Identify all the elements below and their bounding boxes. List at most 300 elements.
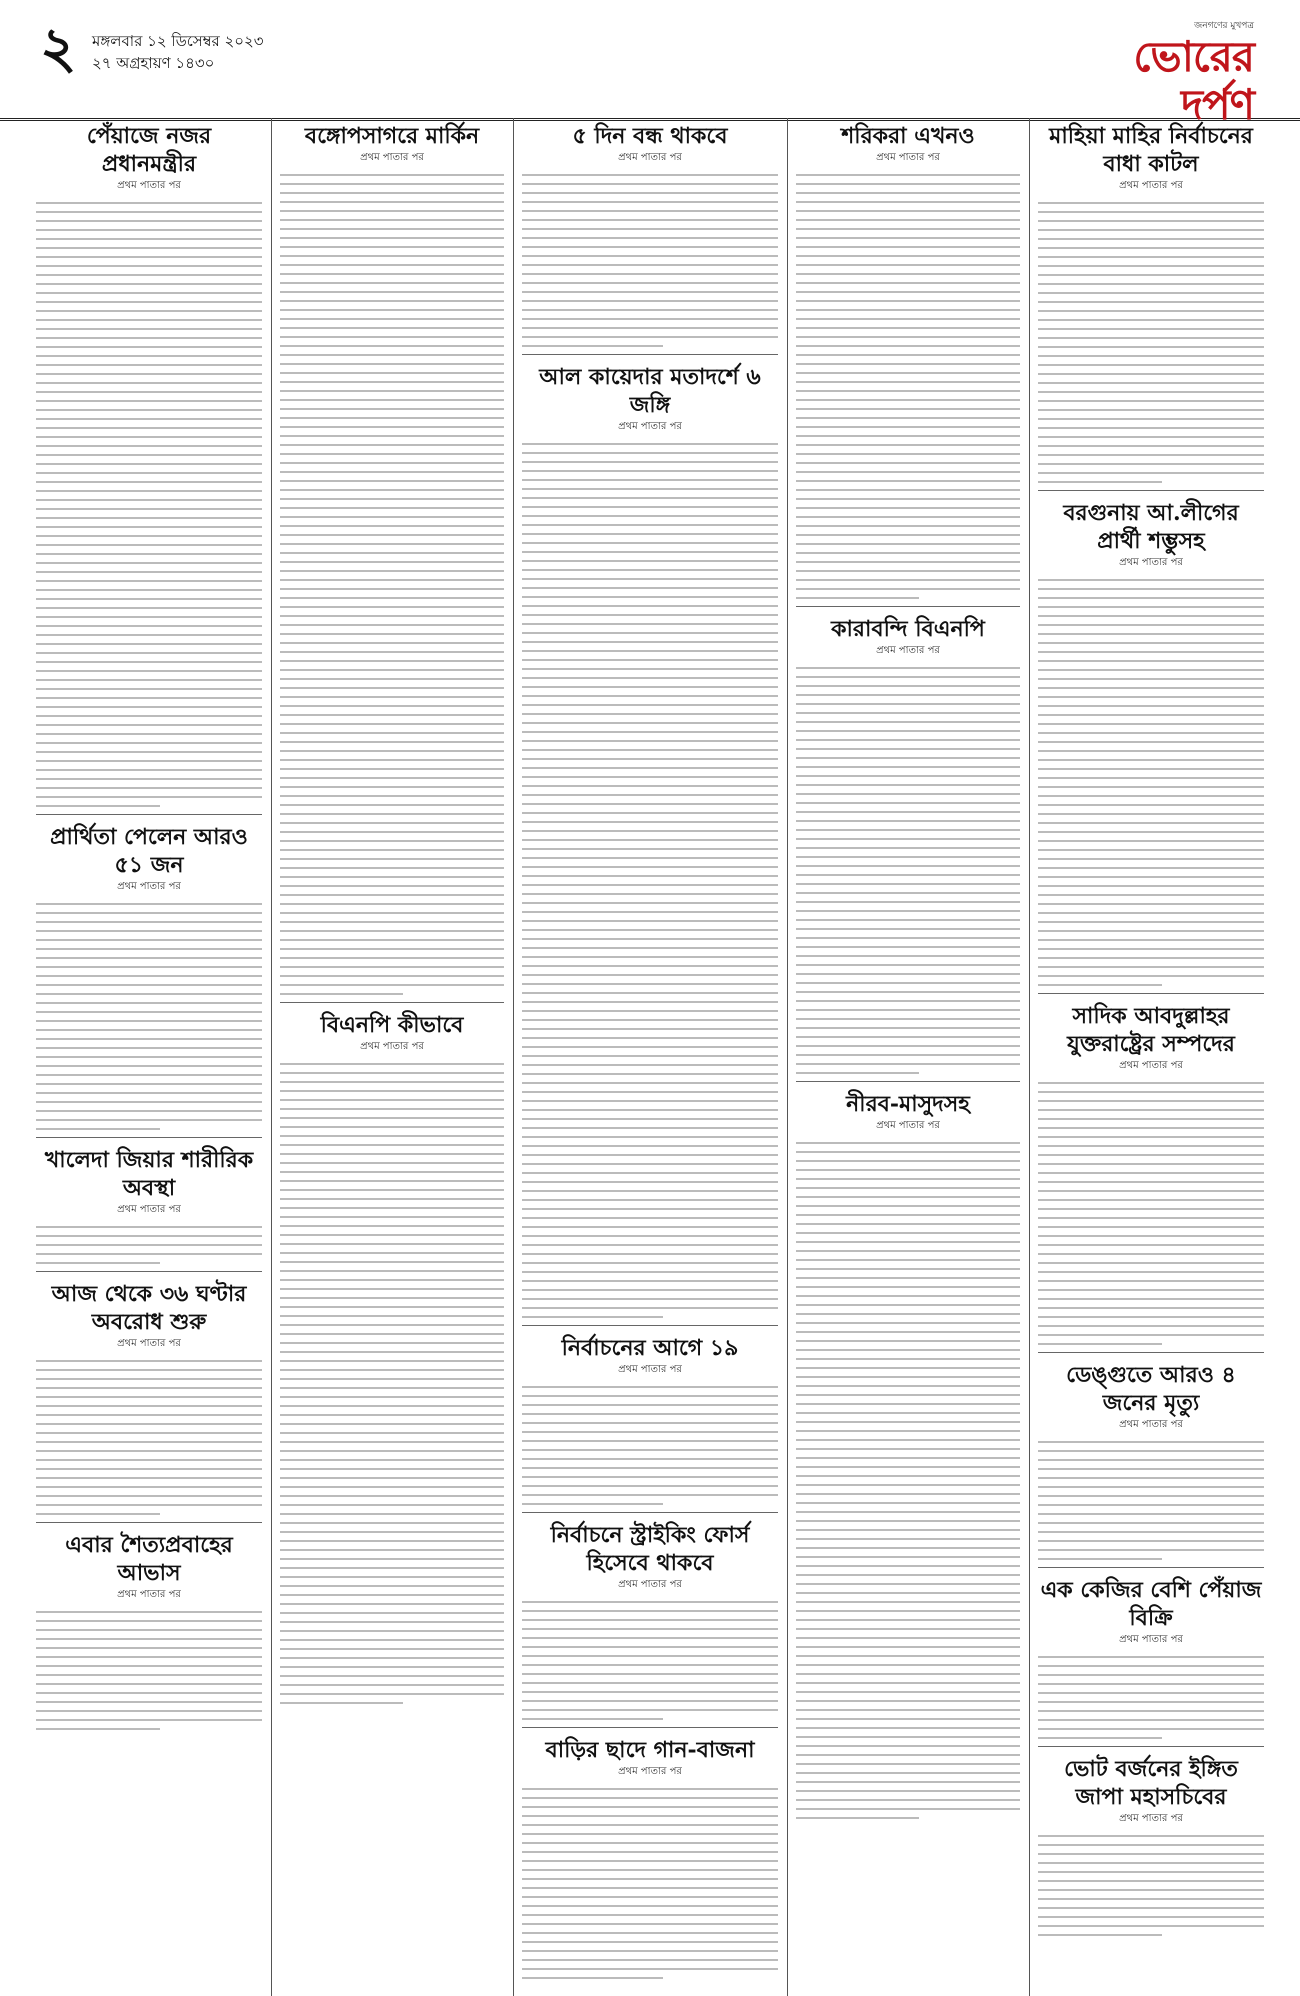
body-text-line	[280, 777, 504, 779]
story-headline: খালেদা জিয়ার শারীরিক অবস্থা	[44, 1147, 254, 1201]
story-body	[522, 443, 778, 1318]
body-text-line	[280, 570, 504, 572]
body-text-line	[522, 704, 778, 706]
story-divider	[1038, 1567, 1264, 1568]
body-text-line	[1038, 1907, 1264, 1909]
body-text-line	[36, 697, 262, 699]
body-text-line	[522, 911, 778, 913]
body-text-line	[796, 444, 1020, 446]
body-text-line	[522, 1118, 778, 1120]
body-text-line	[280, 1135, 504, 1137]
body-text-line	[1038, 1208, 1264, 1210]
body-text-line	[522, 1977, 663, 1979]
news-story	[1038, 1002, 1264, 1353]
body-text-line	[1038, 651, 1264, 653]
body-text-line	[796, 381, 1020, 383]
body-text-line	[1038, 1862, 1264, 1864]
masthead	[0, 0, 1300, 129]
body-text-line	[280, 867, 504, 869]
body-text-line	[522, 1226, 778, 1228]
body-text-line	[280, 516, 504, 518]
body-text-line	[1038, 1450, 1264, 1452]
body-text-line	[522, 201, 778, 203]
body-text-line	[796, 685, 1020, 687]
body-text-line	[36, 211, 262, 213]
body-text-line	[280, 696, 504, 698]
body-text-line	[36, 1486, 262, 1488]
body-text-line	[522, 749, 778, 751]
body-text-line	[280, 1198, 504, 1200]
body-text-line	[280, 1342, 504, 1344]
body-text-line	[1038, 1262, 1264, 1264]
body-text-line	[280, 993, 403, 995]
story-headline: নির্বাচনের আগে ১৯	[561, 1335, 739, 1361]
newspaper-logo	[1054, 18, 1254, 129]
body-text-line	[522, 1655, 778, 1657]
body-text-line	[1038, 328, 1264, 330]
body-text-line	[280, 1189, 504, 1191]
body-text-line	[796, 246, 1020, 248]
body-text-line	[36, 202, 262, 204]
body-text-line	[280, 1108, 504, 1110]
story-divider	[1038, 490, 1264, 491]
body-text-line	[796, 1601, 1020, 1603]
body-text-line	[522, 470, 778, 472]
story-body	[1038, 1082, 1264, 1345]
body-text-line	[280, 579, 504, 581]
body-text-line	[522, 1190, 778, 1192]
body-text-line	[796, 892, 1020, 894]
story-continued-label: প্রথম পাতার পর	[1119, 1419, 1183, 1430]
body-text-line	[522, 587, 778, 589]
body-text-line	[796, 793, 1020, 795]
body-text-line	[522, 273, 778, 275]
body-text-line	[280, 1459, 504, 1461]
body-text-line	[36, 1414, 262, 1416]
body-text-line	[36, 948, 262, 950]
body-text-line	[36, 1029, 262, 1031]
body-text-line	[36, 1396, 262, 1398]
news-story	[36, 823, 262, 1138]
body-text-line	[280, 615, 504, 617]
story-divider	[796, 606, 1020, 607]
body-text-line	[1038, 265, 1264, 267]
body-text-line	[36, 930, 262, 932]
story-headline: বরগুনায় আ.লীগের প্রার্থী শম্ভুসহ	[1063, 500, 1239, 554]
body-text-line	[36, 1638, 262, 1640]
body-text-line	[280, 300, 504, 302]
body-text-line	[522, 1932, 778, 1934]
body-text-line	[1038, 1558, 1162, 1560]
body-text-line	[796, 462, 1020, 464]
body-text-line	[280, 741, 504, 743]
body-text-line	[1038, 894, 1264, 896]
body-text-line	[280, 336, 504, 338]
body-text-line	[796, 1223, 1020, 1225]
body-text-line	[36, 409, 262, 411]
body-text-line	[280, 642, 504, 644]
body-text-line	[36, 1262, 160, 1264]
body-text-line	[1038, 454, 1264, 456]
story-headline: এক কেজির বেশি পেঁয়াজ বিক্রি	[1040, 1577, 1262, 1631]
body-text-line	[796, 973, 1020, 975]
body-text-line	[796, 1718, 1020, 1720]
body-text-line	[796, 1151, 1020, 1153]
body-text-line	[36, 490, 262, 492]
body-text-line	[796, 829, 1020, 831]
body-text-line	[522, 219, 778, 221]
body-text-line	[796, 1700, 1020, 1702]
body-text-line	[36, 238, 262, 240]
body-text-line	[1038, 391, 1264, 393]
body-text-line	[36, 598, 262, 600]
body-text-line	[280, 291, 504, 293]
body-text-line	[36, 517, 262, 519]
body-text-line	[1038, 373, 1264, 375]
body-text-line	[280, 1396, 504, 1398]
body-text-line	[796, 1808, 1020, 1810]
body-text-line	[522, 857, 778, 859]
body-text-line	[1038, 202, 1264, 204]
body-text-line	[796, 372, 1020, 374]
body-text-line	[280, 255, 504, 257]
body-text-line	[522, 1968, 778, 1970]
body-text-line	[1038, 1226, 1264, 1228]
story-body	[36, 903, 262, 1130]
body-text-line	[522, 1001, 778, 1003]
body-text-line	[280, 246, 504, 248]
body-text-line	[796, 1045, 1020, 1047]
body-text-line	[796, 1682, 1020, 1684]
body-text-line	[280, 1414, 504, 1416]
body-text-line	[522, 1700, 778, 1702]
body-text-line	[796, 1304, 1020, 1306]
body-text-line	[522, 767, 778, 769]
body-text-line	[1038, 1880, 1264, 1882]
body-text-line	[796, 1232, 1020, 1234]
body-text-line	[36, 337, 262, 339]
body-text-line	[36, 1011, 262, 1013]
body-text-line	[1038, 624, 1264, 626]
body-text-line	[280, 732, 504, 734]
body-text-line	[1038, 741, 1264, 743]
body-text-line	[522, 1217, 778, 1219]
body-text-line	[280, 1351, 504, 1353]
body-text-line	[522, 1073, 778, 1075]
news-story	[796, 122, 1020, 607]
body-text-line	[522, 1280, 778, 1282]
body-text-line	[522, 1797, 778, 1799]
story-continued-label: প্রথম পাতার পর	[1119, 1813, 1183, 1824]
body-text-line	[280, 1450, 504, 1452]
body-text-line	[796, 1754, 1020, 1756]
body-text-line	[280, 759, 504, 761]
body-text-line	[796, 1196, 1020, 1198]
body-text-line	[796, 1772, 1020, 1774]
body-text-line	[1038, 1307, 1264, 1309]
body-text-line	[36, 1244, 262, 1246]
body-text-line	[796, 1054, 1020, 1056]
logo-name: ভোরের দর্পণ	[1133, 32, 1254, 129]
body-text-line	[280, 417, 504, 419]
body-text-line	[280, 1207, 504, 1209]
body-text-line	[796, 399, 1020, 401]
body-text-line	[36, 265, 262, 267]
body-text-line	[1038, 436, 1264, 438]
body-text-line	[522, 1404, 778, 1406]
story-continued-label: প্রথম পাতার পর	[618, 1364, 682, 1375]
body-text-line	[796, 1394, 1020, 1396]
body-text-line	[280, 957, 504, 959]
body-text-line	[522, 569, 778, 571]
body-text-line	[522, 1682, 778, 1684]
body-text-line	[796, 1009, 1020, 1011]
body-text-line	[522, 1298, 778, 1300]
body-text-line	[36, 1656, 262, 1658]
body-text-line	[796, 471, 1020, 473]
body-text-line	[796, 300, 1020, 302]
body-text-line	[796, 757, 1020, 759]
body-text-line	[280, 1477, 504, 1479]
body-text-line	[36, 921, 262, 923]
news-story	[522, 122, 778, 355]
body-text-line	[1038, 930, 1264, 932]
body-text-line	[522, 264, 778, 266]
body-text-line	[280, 1243, 504, 1245]
body-text-line	[1038, 876, 1264, 878]
body-text-line	[1038, 732, 1264, 734]
body-text-line	[522, 488, 778, 490]
body-text-line	[796, 1664, 1020, 1666]
body-text-line	[1038, 1172, 1264, 1174]
body-text-line	[1038, 921, 1264, 923]
body-text-line	[1038, 1145, 1264, 1147]
body-text-line	[280, 1306, 504, 1308]
body-text-line	[522, 255, 778, 257]
body-text-line	[522, 1815, 778, 1817]
story-divider	[1038, 1746, 1264, 1747]
body-text-line	[796, 1268, 1020, 1270]
body-text-line	[796, 1241, 1020, 1243]
body-text-line	[280, 1387, 504, 1389]
body-text-line	[522, 1824, 778, 1826]
body-text-line	[1038, 984, 1162, 986]
body-text-line	[36, 427, 262, 429]
story-continued-label: প্রথম পাতার পর	[1119, 557, 1183, 568]
body-text-line	[796, 730, 1020, 732]
body-text-line	[796, 570, 1020, 572]
body-text-line	[522, 1467, 778, 1469]
body-text-line	[36, 400, 262, 402]
body-text-line	[796, 883, 1020, 885]
body-text-line	[36, 382, 262, 384]
body-text-line	[280, 1585, 504, 1587]
body-text-line	[36, 463, 262, 465]
body-text-line	[36, 274, 262, 276]
body-text-line	[796, 1565, 1020, 1567]
body-text-line	[280, 723, 504, 725]
body-text-line	[522, 515, 778, 517]
body-text-line	[796, 982, 1020, 984]
body-text-line	[522, 452, 778, 454]
body-text-line	[36, 1056, 262, 1058]
body-text-line	[796, 838, 1020, 840]
body-text-line	[522, 1440, 778, 1442]
news-story	[36, 1280, 262, 1523]
body-text-line	[280, 1216, 504, 1218]
body-text-line	[796, 1466, 1020, 1468]
body-text-line	[1038, 1728, 1264, 1730]
body-text-line	[280, 1315, 504, 1317]
body-text-line	[796, 1727, 1020, 1729]
story-continued-label: প্রথম পাতার পর	[618, 1766, 682, 1777]
body-text-line	[280, 1288, 504, 1290]
body-text-line	[36, 1226, 262, 1228]
body-text-line	[36, 1405, 262, 1407]
body-text-line	[1038, 903, 1264, 905]
body-text-line	[36, 364, 262, 366]
body-text-line	[522, 1905, 778, 1907]
body-text-line	[796, 1331, 1020, 1333]
body-text-line	[280, 1234, 504, 1236]
body-text-line	[280, 1261, 504, 1263]
body-text-line	[36, 301, 262, 303]
body-text-line	[36, 661, 262, 663]
body-text-line	[36, 1369, 262, 1371]
body-text-line	[796, 1259, 1020, 1261]
body-text-line	[280, 1540, 504, 1542]
body-text-line	[796, 309, 1020, 311]
body-text-line	[796, 192, 1020, 194]
body-text-line	[280, 1522, 504, 1524]
body-text-line	[1038, 705, 1264, 707]
news-story	[36, 1146, 262, 1272]
body-text-line	[280, 1504, 504, 1506]
body-text-line	[36, 652, 262, 654]
body-text-line	[522, 192, 778, 194]
body-text-line	[522, 1842, 778, 1844]
body-text-line	[36, 310, 262, 312]
body-text-line	[280, 1081, 504, 1083]
story-body	[36, 1226, 262, 1264]
body-text-line	[522, 1449, 778, 1451]
body-text-line	[280, 1567, 504, 1569]
body-text-line	[796, 579, 1020, 581]
body-text-line	[1038, 1217, 1264, 1219]
story-body	[36, 1611, 262, 1730]
body-text-line	[796, 811, 1020, 813]
body-text-line	[1038, 1271, 1264, 1273]
body-text-line	[36, 903, 262, 905]
body-text-line	[1038, 445, 1264, 447]
body-text-line	[280, 633, 504, 635]
body-text-line	[280, 1117, 504, 1119]
body-text-line	[36, 607, 262, 609]
news-story	[522, 1334, 778, 1513]
body-text-line	[796, 228, 1020, 230]
body-text-line	[1038, 1136, 1264, 1138]
body-text-line	[280, 1144, 504, 1146]
body-text-line	[36, 634, 262, 636]
body-text-line	[796, 1673, 1020, 1675]
news-story	[1038, 1755, 1264, 1936]
story-divider	[796, 1081, 1020, 1082]
body-text-line	[36, 1110, 262, 1112]
body-text-line	[522, 812, 778, 814]
body-text-line	[522, 884, 778, 886]
story-body	[796, 1142, 1020, 1819]
story-continued-label: প্রথম পাতার পর	[1119, 180, 1183, 191]
body-text-line	[522, 974, 778, 976]
body-text-line	[280, 1594, 504, 1596]
body-text-line	[36, 1719, 262, 1721]
page-number: ২	[40, 15, 77, 81]
body-text-line	[796, 1799, 1020, 1801]
body-text-line	[1038, 831, 1264, 833]
body-text-line	[796, 1027, 1020, 1029]
news-story	[36, 1531, 262, 1730]
body-text-line	[796, 847, 1020, 849]
body-text-line	[796, 1592, 1020, 1594]
body-text-line	[796, 219, 1020, 221]
body-text-line	[1038, 813, 1264, 815]
body-text-line	[522, 992, 778, 994]
body-text-line	[280, 471, 504, 473]
body-text-line	[522, 677, 778, 679]
body-text-line	[280, 624, 504, 626]
body-text-line	[522, 1395, 778, 1397]
story-headline: নির্বাচনে স্ট্রাইকিং ফোর্স হিসেবে থাকবে	[550, 1522, 750, 1576]
body-text-line	[36, 1092, 262, 1094]
story-headline: মাহিয়া মাহির নির্বাচনের বাধা কাটল	[1049, 123, 1253, 177]
body-text-line	[36, 1423, 262, 1425]
body-text-line	[36, 1235, 262, 1237]
body-text-line	[36, 787, 262, 789]
body-text-line	[796, 1322, 1020, 1324]
story-continued-label: প্রথম পাতার পর	[1119, 1060, 1183, 1071]
body-text-line	[1038, 1118, 1264, 1120]
body-text-line	[36, 1701, 262, 1703]
body-text-line	[1038, 804, 1264, 806]
body-text-line	[36, 984, 262, 986]
body-text-line	[796, 1763, 1020, 1765]
body-text-line	[522, 1458, 778, 1460]
body-text-line	[280, 345, 504, 347]
story-continued-label: প্রথম পাতার পর	[876, 1120, 940, 1131]
body-text-line	[1038, 1235, 1264, 1237]
story-headline: ভোট বর্জনের ইঙ্গিত জাপা মহাসচিবের	[1064, 1756, 1238, 1810]
body-text-line	[36, 1101, 262, 1103]
body-text-line	[796, 318, 1020, 320]
news-story	[522, 363, 778, 1326]
news-story	[1038, 122, 1264, 491]
body-text-line	[796, 919, 1020, 921]
body-text-line	[796, 694, 1020, 696]
body-text-line	[796, 1637, 1020, 1639]
body-text-line	[1038, 1656, 1264, 1658]
body-text-line	[36, 1611, 262, 1613]
body-text-line	[522, 1235, 778, 1237]
body-text-line	[522, 830, 778, 832]
body-text-line	[280, 453, 504, 455]
body-text-line	[522, 758, 778, 760]
body-text-line	[1038, 822, 1264, 824]
body-text-line	[522, 542, 778, 544]
body-text-line	[36, 589, 262, 591]
body-text-line	[796, 354, 1020, 356]
body-text-line	[280, 1666, 504, 1668]
body-text-line	[796, 1036, 1020, 1038]
